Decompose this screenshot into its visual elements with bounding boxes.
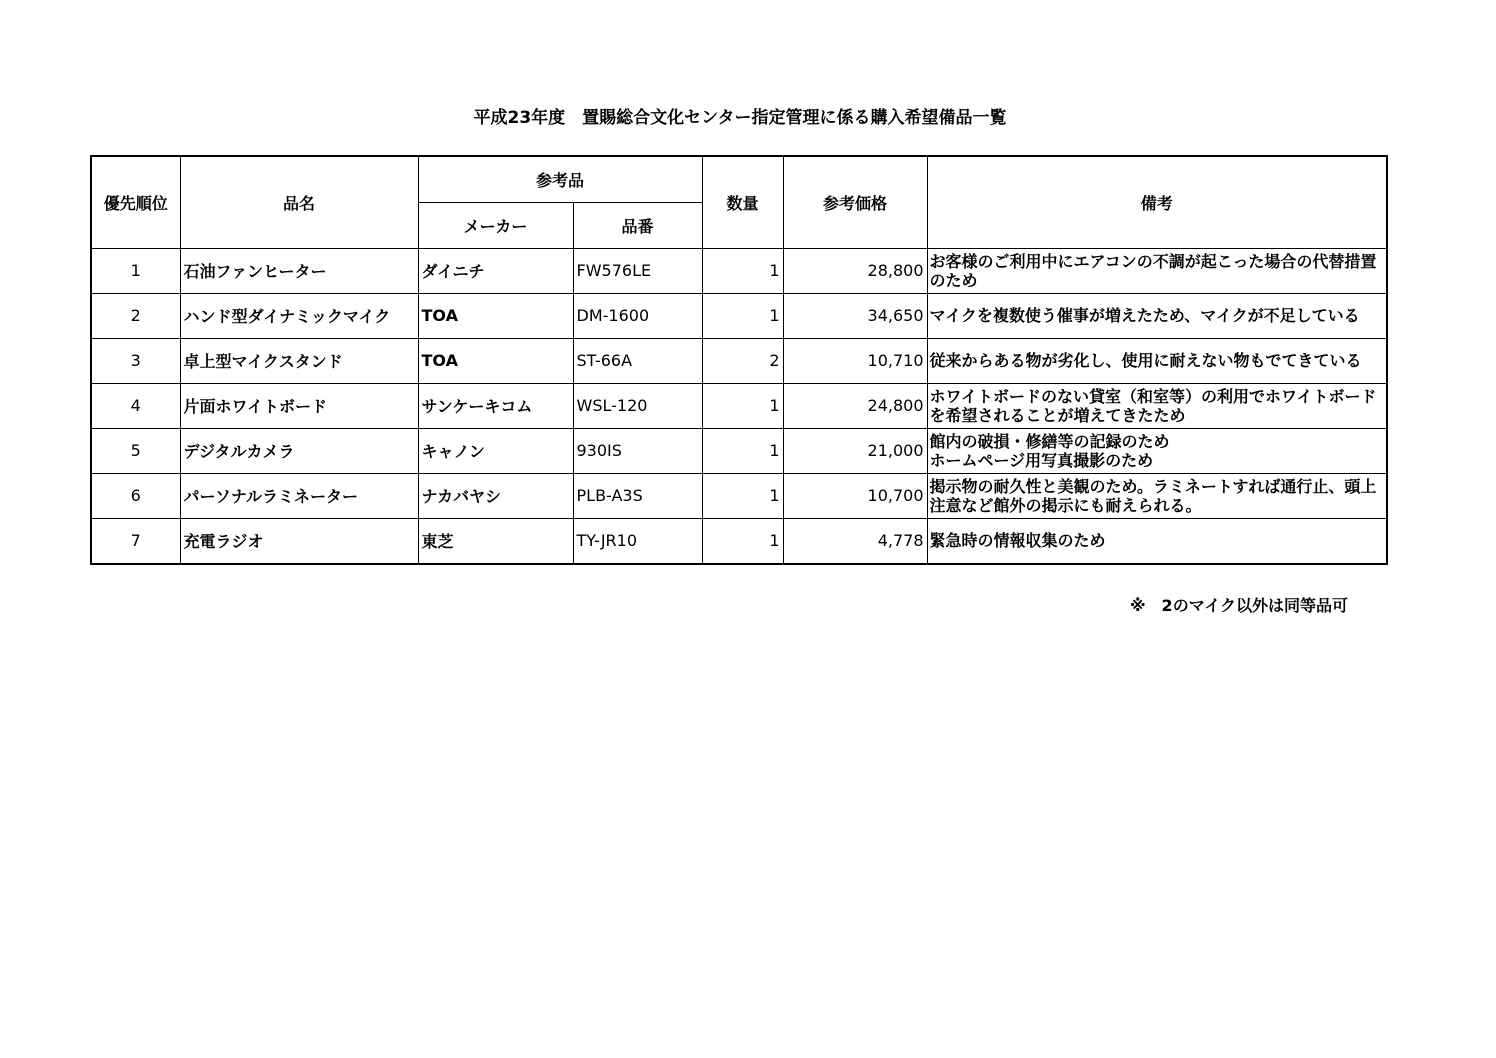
header-model: 品番 [573,202,702,248]
footnote: ※ 2のマイク以外は同等品可 [1130,596,1349,615]
cell-maker: ダイニチ [418,248,573,293]
header-reference: 参考品 [418,156,702,202]
table-row [91,338,1387,383]
equipment-table [90,155,1388,565]
cell-maker: ナカバヤシ [418,473,573,518]
cell-quantity: 2 [702,338,783,383]
cell-model: TY-JR10 [573,518,702,564]
header-priority: 優先順位 [91,156,180,248]
cell-model: PLB-A3S [573,473,702,518]
cell-quantity: 1 [702,518,783,564]
cell-model: DM-1600 [573,293,702,338]
cell-price: 24,800 [783,383,927,428]
cell-priority: 6 [91,473,180,518]
cell-price: 10,710 [783,338,927,383]
cell-note: お客様のご利用中にエアコンの不調が起こった場合の代替措置のため [927,248,1387,293]
cell-model: 930IS [573,428,702,473]
table-row [91,248,1387,293]
cell-priority: 3 [91,338,180,383]
cell-priority: 7 [91,518,180,564]
header-maker: メーカー [418,202,573,248]
table-row [91,293,1387,338]
cell-quantity: 1 [702,473,783,518]
cell-note: マイクを複数使う催事が増えたため、マイクが不足している [927,293,1387,338]
cell-quantity: 1 [702,248,783,293]
cell-name: ハンド型ダイナミックマイク [180,293,418,338]
cell-note: 緊急時の情報収集のため [927,518,1387,564]
cell-quantity: 1 [702,383,783,428]
cell-priority: 2 [91,293,180,338]
cell-price: 4,778 [783,518,927,564]
cell-quantity: 1 [702,293,783,338]
cell-maker: キャノン [418,428,573,473]
cell-price: 21,000 [783,428,927,473]
cell-priority: 4 [91,383,180,428]
cell-price: 34,650 [783,293,927,338]
cell-priority: 5 [91,428,180,473]
cell-name: 片面ホワイトボード [180,383,418,428]
cell-price: 28,800 [783,248,927,293]
cell-price: 10,700 [783,473,927,518]
cell-name: 石油ファンヒーター [180,248,418,293]
page-title: 平成23年度 置賜総合文化センター指定管理に係る購入希望備品一覧 [473,108,1007,128]
cell-name: 充電ラジオ [180,518,418,564]
header-name: 品名 [180,156,418,248]
cell-model: WSL-120 [573,383,702,428]
cell-name: デジタルカメラ [180,428,418,473]
cell-note: 館内の破損・修繕等の記録のため ホームページ用写真撮影のため [927,428,1387,473]
cell-maker: 東芝 [418,518,573,564]
cell-note: 掲示物の耐久性と美観のため。ラミネートすれば通行止、頭上注意など館外の掲示にも耐えられる。 [927,473,1387,518]
table-row [91,428,1387,473]
header-quantity: 数量 [702,156,783,248]
cell-name: 卓上型マイクスタンド [180,338,418,383]
cell-quantity: 1 [702,428,783,473]
table-row [91,473,1387,518]
cell-model: FW576LE [573,248,702,293]
cell-maker: サンケーキコム [418,383,573,428]
table-row [91,383,1387,428]
cell-model: ST-66A [573,338,702,383]
cell-maker: TOA [418,338,573,383]
table-row [91,518,1387,564]
cell-note: 従来からある物が劣化し、使用に耐えない物もでてきている [927,338,1387,383]
cell-maker: TOA [418,293,573,338]
cell-priority: 1 [91,248,180,293]
header-price: 参考価格 [783,156,927,248]
cell-note: ホワイトボードのない貸室（和室等）の利用でホワイトボードを希望されることが増えてきたため [927,383,1387,428]
cell-name: パーソナルラミネーター [180,473,418,518]
header-note: 備考 [927,156,1387,248]
